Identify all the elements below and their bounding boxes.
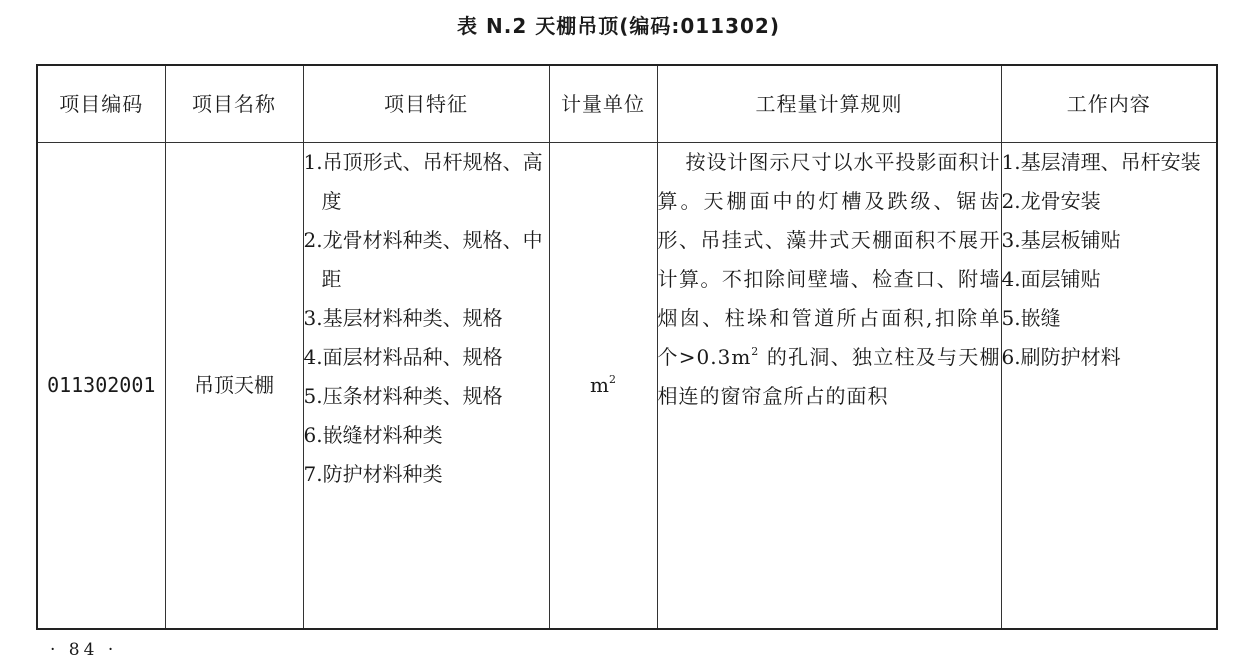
work-item: 4.面层铺贴 — [1001, 267, 1101, 291]
feature-item: 3.基层材料种类、规格 — [303, 306, 503, 330]
item-unit — [549, 143, 657, 630]
header-unit: 计量单位 — [549, 65, 657, 143]
item-rule — [657, 143, 1001, 630]
unit-superscript: 2 — [608, 373, 616, 386]
rule-superscript: 2 — [751, 345, 760, 358]
work-item: 1.基层清理、吊杆安装 — [1001, 150, 1201, 174]
feature-item: 5.压条材料种类、规格 — [303, 384, 503, 408]
unit-text: m — [590, 373, 609, 397]
specification-table — [36, 64, 1218, 630]
item-features — [303, 143, 549, 630]
item-work — [1001, 143, 1217, 630]
item-name: 吊顶天棚 — [165, 143, 303, 630]
rule-text-1: 按设计图示尺寸以水平投影面积计算。天棚面中的灯槽及跌级、锯齿形、吊挂式、藻井式天棚面积不展开计算。不扣除间壁墙、检查口、附墙烟囱、柱垛和管道所占面积,扣除单个>0.3m — [657, 150, 1001, 369]
header-name: 项目名称 — [165, 65, 303, 143]
feature-item: 7.防护材料种类 — [303, 462, 443, 486]
header-code: 项目编码 — [37, 65, 165, 143]
rule-text-2: 的孔洞、独立柱及与天棚相连的窗帘盒所占的面积 — [657, 345, 1001, 408]
work-item: 2.龙骨安装 — [1001, 189, 1101, 213]
work-item: 6.刷防护材料 — [1001, 345, 1121, 369]
item-code: 011302001 — [37, 143, 165, 630]
header-rule: 工程量计算规则 — [657, 65, 1001, 143]
work-item: 5.嵌缝 — [1001, 306, 1061, 330]
work-item: 3.基层板铺贴 — [1001, 228, 1121, 252]
feature-item: 6.嵌缝材料种类 — [303, 423, 443, 447]
feature-item: 1.吊顶形式、吊杆规格、高度 — [303, 150, 543, 213]
header-features: 项目特征 — [303, 65, 549, 143]
page-number: · 84 · — [50, 640, 118, 660]
feature-item: 4.面层材料品种、规格 — [303, 345, 503, 369]
table-title: 表 N.2 天棚吊顶(编码:011302) — [457, 14, 780, 38]
work-list — [1002, 143, 1217, 377]
header-row — [37, 65, 1217, 143]
table-row — [37, 143, 1217, 630]
features-list — [304, 143, 549, 494]
feature-item: 2.龙骨材料种类、规格、中距 — [303, 228, 543, 291]
header-work: 工作内容 — [1001, 65, 1217, 143]
